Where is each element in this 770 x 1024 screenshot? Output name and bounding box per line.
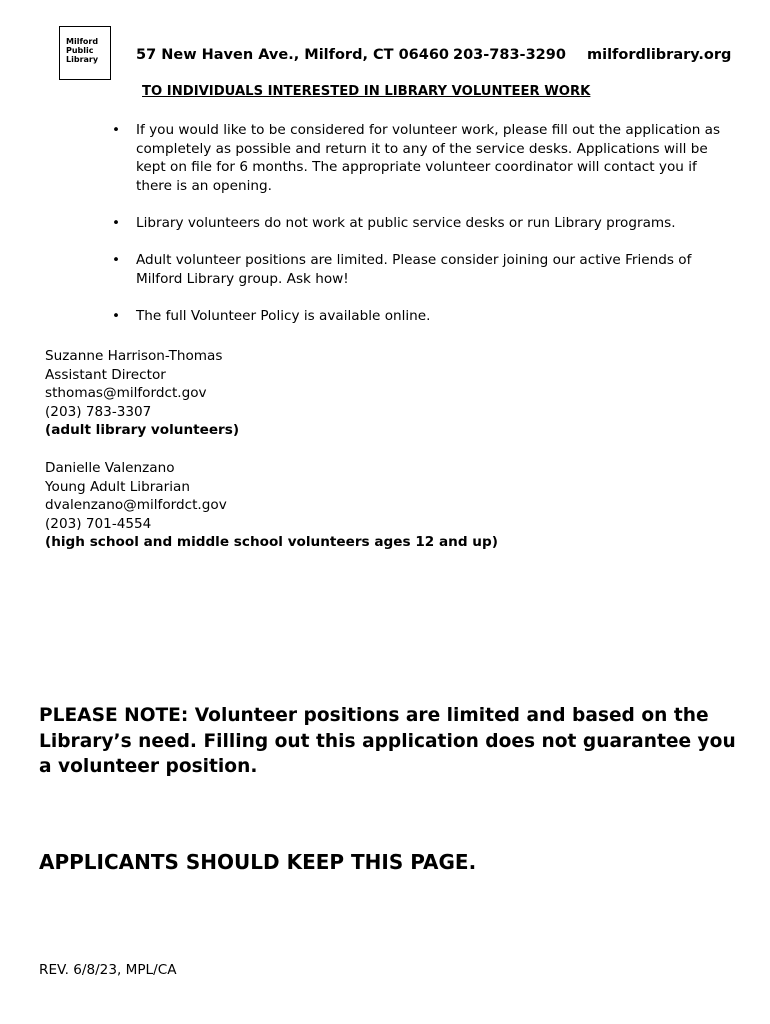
bullet-text: If you would like to be considered for volunteer work, please fill out the application as completely as possible and return it to any of the service desks. Applications will be kept on file for 6 months. The appropriate volunteer coordinator will contact you if there is an opening.: [136, 122, 721, 194]
list-item: [112, 214, 732, 233]
keep-page-notice: APPLICANTS SHOULD KEEP THIS PAGE.: [39, 850, 477, 874]
contact-note: (high school and middle school volunteers ages 12 and up): [45, 534, 498, 551]
logo-line: Milford: [66, 37, 99, 46]
bullet-marker: •: [112, 307, 121, 324]
bullet-text: Library volunteers do not work at public service desks or run Library programs.: [136, 214, 676, 231]
list-item: [112, 307, 732, 326]
contact-block-adult: [45, 347, 239, 440]
logo-line: Library: [66, 55, 99, 64]
contact-phone: (203) 783-3307: [45, 403, 152, 420]
contact-name: Suzanne Harrison-Thomas: [45, 348, 223, 364]
library-logo: [59, 26, 111, 80]
contact-phone: (203) 701-4554: [45, 515, 152, 532]
list-item: [112, 121, 732, 195]
library-website: milfordlibrary.org: [587, 47, 732, 63]
bullet-text: The full Volunteer Policy is available online.: [136, 307, 431, 324]
page-heading: TO INDIVIDUALS INTERESTED IN LIBRARY VOLUNTEER WORK: [142, 84, 591, 99]
bullet-marker: •: [112, 214, 121, 231]
please-note-paragraph: PLEASE NOTE: Volunteer positions are limited and based on the Library’s need. Filling out this application does not guarantee you a volunteer position.: [39, 705, 736, 777]
contact-name: Danielle Valenzano: [45, 460, 175, 476]
info-bullet-list: [112, 121, 732, 344]
bullet-marker: •: [112, 122, 121, 138]
contact-email: sthomas@milfordct.gov: [45, 385, 207, 402]
contact-block-young-adult: [45, 459, 498, 552]
revision-footer: REV. 6/8/23, MPL/CA: [39, 962, 177, 978]
library-phone: 203-783-3290: [453, 47, 566, 63]
contact-note: (adult library volunteers): [45, 422, 240, 439]
logo-line: Public: [66, 46, 94, 55]
contact-email: dvalenzano@milfordct.gov: [45, 497, 227, 514]
letterhead: [136, 47, 736, 63]
contact-title: Assistant Director: [45, 366, 166, 383]
library-address: 57 New Haven Ave., Milford, CT 06460: [136, 47, 450, 63]
bullet-marker: •: [112, 252, 121, 269]
list-item: [112, 251, 732, 288]
bullet-text: Adult volunteer positions are limited. Please consider joining our active Friends of Milford Library group. Ask how!: [136, 252, 692, 287]
contact-title: Young Adult Librarian: [45, 478, 190, 495]
